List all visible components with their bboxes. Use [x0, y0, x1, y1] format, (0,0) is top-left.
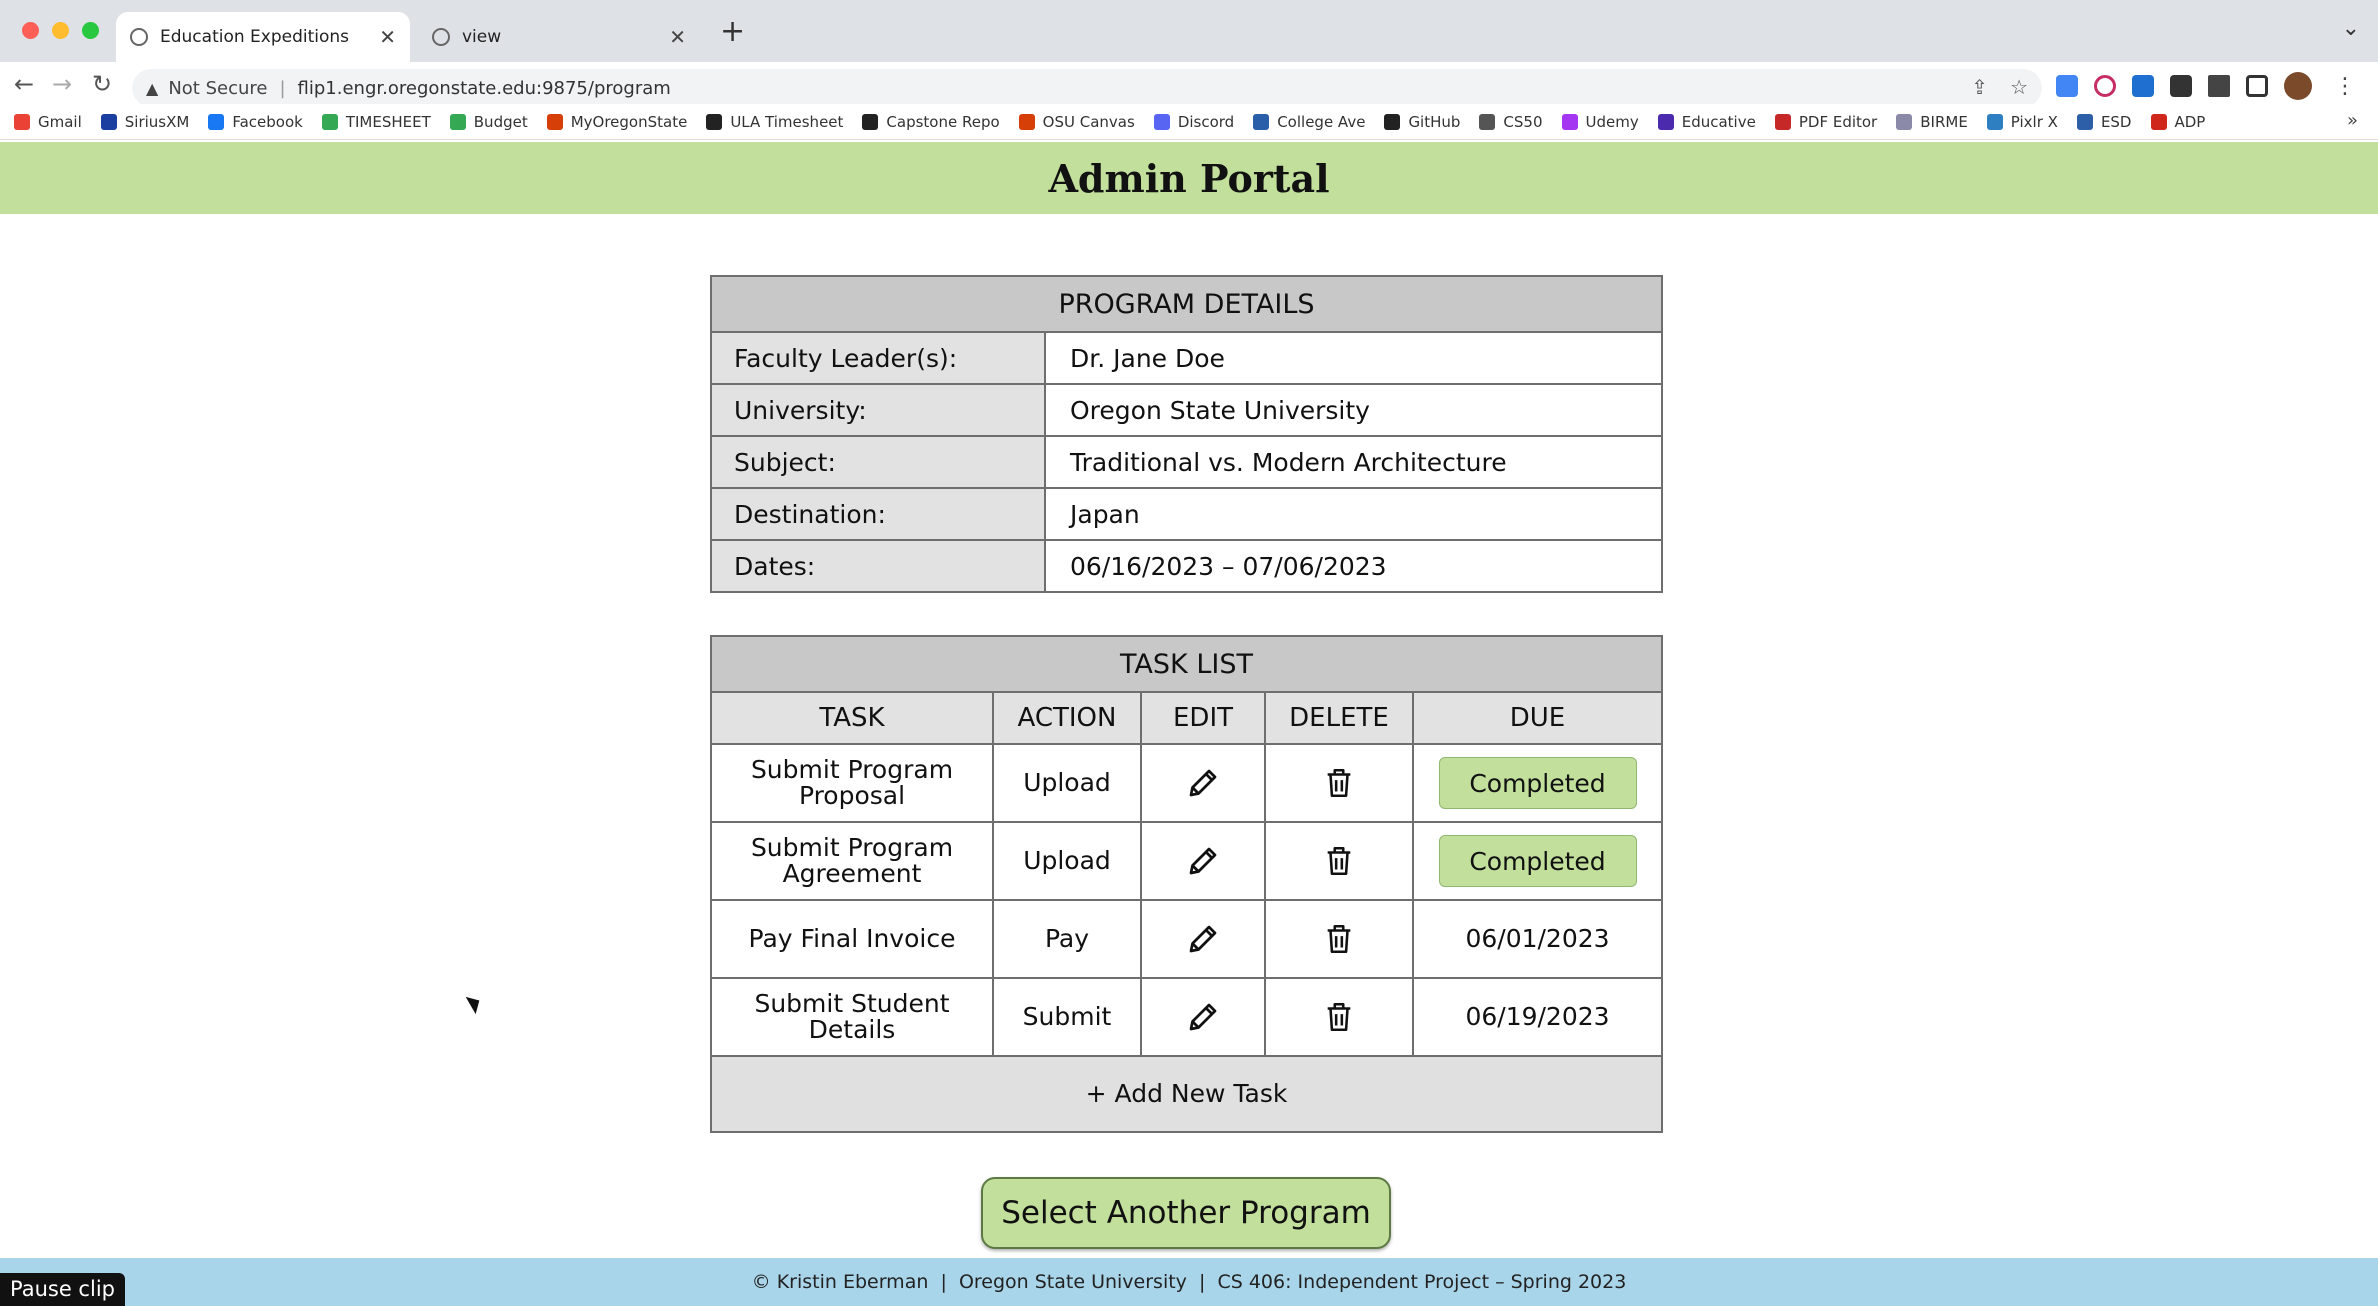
bookmark-item[interactable]: [1253, 113, 1365, 131]
footer: [0, 1258, 2378, 1306]
minimize-window-button[interactable]: [52, 22, 69, 39]
bookmark-favicon-icon: [1019, 114, 1035, 130]
due-cell: [1413, 900, 1662, 978]
task-action-cell[interactable]: [993, 978, 1141, 1056]
bookmark-label: BIRME: [1920, 112, 1968, 131]
bookmark-item[interactable]: [706, 113, 843, 131]
pencil-icon[interactable]: [1185, 767, 1221, 796]
detail-row: [711, 488, 1662, 540]
bookmark-item[interactable]: [1562, 113, 1639, 131]
task-action[interactable]: Upload: [1023, 768, 1111, 797]
task-name: Pay Final Invoice: [748, 924, 956, 953]
delete-cell[interactable]: [1265, 900, 1413, 978]
page-title: Admin Portal: [1048, 155, 1330, 201]
trash-icon[interactable]: [1322, 845, 1356, 874]
bookmark-label: Pixlr X: [2010, 112, 2058, 131]
task-name-cell: [711, 900, 993, 978]
bookmark-item[interactable]: [208, 113, 302, 131]
new-tab-icon[interactable]: +: [720, 14, 746, 49]
task-action-cell[interactable]: [993, 744, 1141, 822]
select-another-program-button[interactable]: Select Another Program: [981, 1177, 1391, 1249]
trash-icon[interactable]: [1322, 923, 1356, 952]
globe-icon: [432, 28, 450, 46]
bookmark-item[interactable]: [1384, 113, 1460, 131]
address-bar[interactable]: [132, 69, 2042, 107]
bookmark-favicon-icon: [2077, 114, 2093, 130]
bookmark-item[interactable]: [14, 113, 82, 131]
task-name: Submit Program Proposal: [750, 755, 954, 810]
bookmark-label: OSU Canvas: [1042, 112, 1135, 131]
bookmark-label: Capstone Repo: [886, 112, 1000, 131]
bookmark-item[interactable]: [862, 113, 999, 131]
bookmark-label: Budget: [473, 112, 528, 131]
profile-avatar[interactable]: [2284, 72, 2312, 100]
column-header-due: DUE: [1413, 692, 1662, 744]
tab-search-chevron-icon[interactable]: ⌄: [2341, 16, 2360, 41]
bookmark-item[interactable]: [1019, 113, 1135, 131]
bookmark-favicon-icon: [322, 114, 338, 130]
window-controls: [22, 22, 99, 39]
bookmark-label: CS50: [1503, 112, 1543, 131]
bookmark-item[interactable]: [547, 113, 688, 131]
detail-row: [711, 384, 1662, 436]
forward-arrow-icon[interactable]: →: [52, 70, 73, 98]
detail-label: Dates:: [711, 540, 1045, 592]
tab-view[interactable]: [418, 12, 700, 62]
task-name: Submit Student Details: [754, 989, 950, 1044]
bookmark-favicon-icon: [208, 114, 224, 130]
task-action[interactable]: Pay: [1044, 924, 1090, 953]
add-new-task-button[interactable]: + Add New Task: [711, 1056, 1662, 1132]
bookmark-label: ADP: [2174, 112, 2206, 131]
task-list-heading: TASK LIST: [711, 636, 1662, 692]
column-header-task: TASK: [711, 692, 993, 744]
pencil-icon[interactable]: [1185, 1001, 1221, 1030]
bookmark-favicon-icon: [1562, 114, 1578, 130]
bookmark-item[interactable]: [2077, 113, 2132, 131]
detail-row: [711, 540, 1662, 592]
globe-icon: [130, 28, 148, 46]
bookmark-favicon-icon: [862, 114, 878, 130]
bookmark-item[interactable]: [1658, 113, 1756, 131]
sidebar-icon[interactable]: [2246, 75, 2268, 97]
bookmark-item[interactable]: [1896, 113, 1968, 131]
bookmark-item[interactable]: [450, 113, 528, 131]
detail-label: Subject:: [711, 436, 1045, 488]
due-date: 06/01/2023: [1465, 924, 1610, 953]
bookmark-label: GitHub: [1408, 112, 1461, 131]
bookmark-label: PDF Editor: [1798, 112, 1878, 131]
bookmark-item[interactable]: [322, 113, 431, 131]
back-arrow-icon[interactable]: ←: [14, 70, 35, 98]
bookmark-favicon-icon: [1253, 114, 1269, 130]
task-name-cell: [711, 822, 993, 900]
page-header: [0, 142, 2378, 214]
bookmark-favicon-icon: [2151, 114, 2167, 130]
extension-icon[interactable]: [2170, 75, 2192, 97]
extension-icon[interactable]: [2132, 75, 2154, 97]
task-row: [711, 822, 1662, 900]
footer-text: © Kristin Eberman | Oregon State University | CS 406: Independent Project – Spring 2023: [751, 1271, 1627, 1293]
task-action[interactable]: Upload: [1023, 846, 1111, 875]
bookmark-label: Gmail: [38, 112, 82, 131]
bookmark-favicon-icon: [1987, 114, 2003, 130]
tab-title: view: [462, 27, 502, 47]
bookmark-label: College Ave: [1277, 112, 1366, 131]
url-text: flip1.engr.oregonstate.edu:9875/program: [297, 77, 671, 99]
tab-close-icon[interactable]: ✕: [379, 25, 396, 49]
detail-label: Faculty Leader(s):: [711, 332, 1045, 384]
completed-badge: Completed: [1439, 757, 1637, 809]
zoom-window-button[interactable]: [82, 22, 99, 39]
pencil-icon[interactable]: [1185, 923, 1221, 952]
detail-value: Oregon State University: [1045, 384, 1662, 436]
bookmark-item[interactable]: [2151, 113, 2206, 131]
bookmark-label: TIMESHEET: [345, 112, 431, 131]
bookmark-item[interactable]: [1987, 113, 2058, 131]
address-separator: |: [279, 77, 286, 99]
bookmark-favicon-icon: [1658, 114, 1674, 130]
detail-row: [711, 332, 1662, 384]
completed-badge: Completed: [1439, 835, 1637, 887]
due-date: 06/19/2023: [1465, 1002, 1610, 1031]
program-details-table: [710, 275, 1663, 593]
extension-icon[interactable]: [2056, 75, 2078, 97]
edit-cell[interactable]: [1141, 900, 1265, 978]
bookmark-favicon-icon: [101, 114, 117, 130]
column-header-edit: EDIT: [1141, 692, 1265, 744]
due-cell: [1413, 978, 1662, 1056]
task-row: [711, 978, 1662, 1056]
browser-tabstrip: [0, 0, 2378, 62]
bookmark-label: Educative: [1681, 112, 1756, 131]
bookmark-item[interactable]: [1479, 113, 1542, 131]
trash-icon[interactable]: [1322, 1001, 1356, 1030]
task-name-cell: [711, 978, 993, 1056]
block-extension-icon[interactable]: [2094, 75, 2116, 97]
close-window-button[interactable]: [22, 22, 39, 39]
bookmark-label: Discord: [1177, 112, 1235, 131]
bookmark-favicon-icon: [1896, 114, 1912, 130]
bookmark-favicon-icon: [450, 114, 466, 130]
bookmark-label: MyOregonState: [570, 112, 688, 131]
delete-cell[interactable]: [1265, 978, 1413, 1056]
pencil-icon[interactable]: [1185, 845, 1221, 874]
tab-close-icon[interactable]: ✕: [669, 25, 686, 49]
bookmark-favicon-icon: [1384, 114, 1400, 130]
task-row: [711, 744, 1662, 822]
bookmark-label: ULA Timesheet: [730, 112, 844, 131]
bookmark-item[interactable]: [1154, 113, 1234, 131]
bookmark-label: Facebook: [232, 112, 303, 131]
bookmark-star-icon[interactable]: ☆: [2010, 75, 2028, 99]
bookmark-item[interactable]: [101, 113, 190, 131]
task-list-table: [710, 635, 1663, 1133]
task-row: [711, 900, 1662, 978]
detail-value: Traditional vs. Modern Architecture: [1045, 436, 1662, 488]
security-label: Not Secure: [168, 77, 268, 99]
due-cell: [1413, 744, 1662, 822]
tab-education-expeditions[interactable]: [116, 12, 410, 62]
bookmark-favicon-icon: [14, 114, 30, 130]
edit-cell[interactable]: [1141, 744, 1265, 822]
task-action[interactable]: Submit: [1022, 1002, 1112, 1031]
more-menu-icon[interactable]: ⋮: [2334, 73, 2356, 99]
bookmarks-bar: [0, 104, 2378, 140]
task-action-cell[interactable]: [993, 900, 1141, 978]
bookmark-label: SiriusXM: [124, 112, 190, 131]
column-header-delete: DELETE: [1265, 692, 1413, 744]
edit-cell[interactable]: [1141, 822, 1265, 900]
detail-row: [711, 436, 1662, 488]
share-icon[interactable]: ⇪: [1971, 75, 1989, 99]
task-action-cell[interactable]: [993, 822, 1141, 900]
task-name: Submit Program Agreement: [750, 833, 954, 888]
bookmark-item[interactable]: [1775, 113, 1877, 131]
detail-value: Japan: [1045, 488, 1662, 540]
extensions-area: [2056, 72, 2356, 100]
detail-value: Dr. Jane Doe: [1045, 332, 1662, 384]
puzzle-icon[interactable]: [2208, 75, 2230, 97]
mouse-cursor-icon: [466, 992, 485, 1014]
reload-icon[interactable]: ↻: [92, 70, 113, 98]
detail-label: Destination:: [711, 488, 1045, 540]
task-name-cell: [711, 744, 993, 822]
detail-label: University:: [711, 384, 1045, 436]
bookmark-label: Udemy: [1585, 112, 1639, 131]
bookmarks-overflow-icon[interactable]: »: [2346, 110, 2358, 131]
bookmark-favicon-icon: [547, 114, 563, 130]
trash-icon[interactable]: [1322, 767, 1356, 796]
bookmark-favicon-icon: [1479, 114, 1495, 130]
delete-cell[interactable]: [1265, 822, 1413, 900]
program-details-heading: PROGRAM DETAILS: [711, 276, 1662, 332]
detail-value: 06/16/2023 – 07/06/2023: [1045, 540, 1662, 592]
delete-cell[interactable]: [1265, 744, 1413, 822]
bookmark-favicon-icon: [1154, 114, 1170, 130]
warning-icon: ▲: [146, 78, 159, 98]
column-header-action: ACTION: [993, 692, 1141, 744]
tab-title: Education Expeditions: [160, 27, 350, 47]
bookmark-favicon-icon: [1775, 114, 1791, 130]
edit-cell[interactable]: [1141, 978, 1265, 1056]
due-cell: [1413, 822, 1662, 900]
pause-clip-button[interactable]: Pause clip: [0, 1273, 125, 1306]
bookmark-label: ESD: [2100, 112, 2132, 131]
bookmark-favicon-icon: [706, 114, 722, 130]
